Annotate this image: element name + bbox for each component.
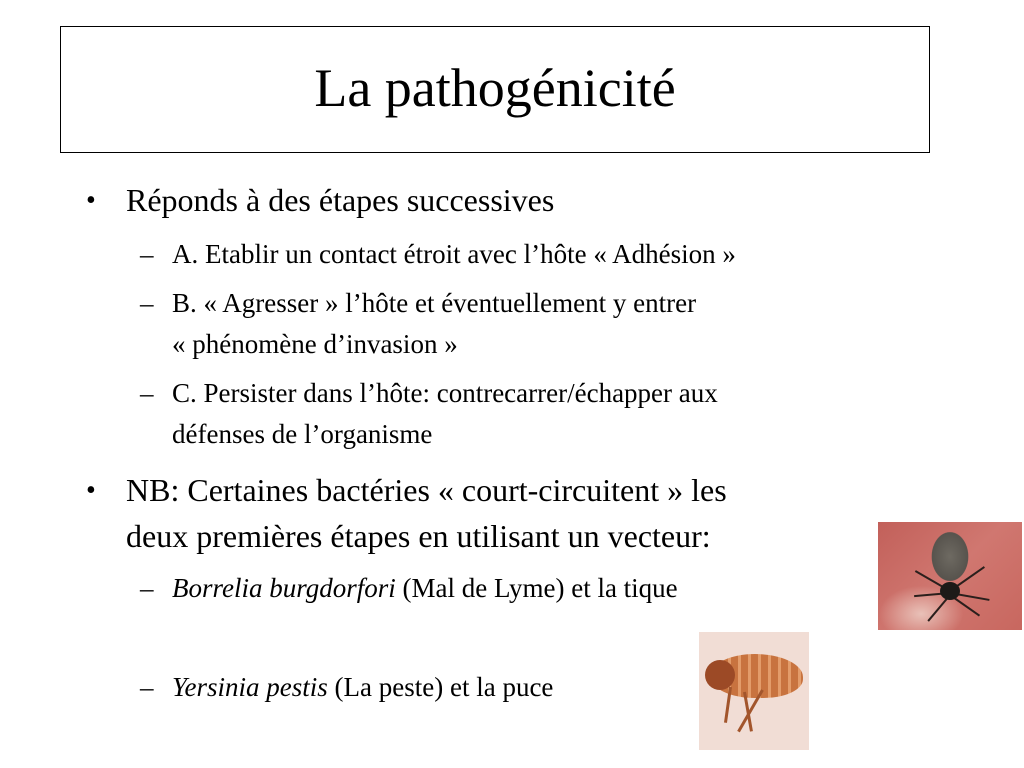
sub-item-borrelia	[172, 573, 678, 604]
slide-title: La pathogénicité	[314, 57, 676, 118]
dash-icon: –	[140, 573, 154, 603]
bullet-1-text: Réponds à des étapes successives	[126, 182, 555, 218]
yersinia-description: (La peste) et la puce	[327, 672, 554, 702]
flea-head	[705, 660, 735, 690]
title-box	[60, 26, 930, 153]
bullet-2-line-1: NB: Certaines bactéries « court-circuitent » les	[126, 472, 727, 508]
dash-icon: –	[140, 288, 154, 318]
sub-item-c-line-1: C. Persister dans l’hôte: contrecarrer/échapper aux	[172, 378, 718, 408]
species-name-yersinia: Yersinia pestis	[172, 672, 328, 702]
sub-item-b-line-2: « phénomène d’invasion »	[172, 329, 458, 359]
flea-photo	[699, 632, 809, 750]
tick-head	[940, 582, 960, 600]
bullet-2-line-2: deux premières étapes en utilisant un vecteur:	[126, 518, 711, 554]
species-name-borrelia: Borrelia burgdorfori	[172, 573, 396, 603]
tick-photo	[878, 522, 1022, 630]
sub-item-a: A. Etablir un contact étroit avec l’hôte « Adhésion »	[172, 239, 736, 269]
dash-icon: –	[140, 239, 154, 269]
sub-item-b-line-1: B. « Agresser » l’hôte et éventuellement y entrer	[172, 288, 697, 318]
dash-icon: –	[140, 378, 154, 408]
dash-icon: –	[140, 672, 154, 702]
sub-item-c-line-2: défenses de l’organisme	[172, 419, 433, 449]
bullet-icon: •	[86, 475, 96, 506]
bullet-icon: •	[86, 185, 96, 216]
borrelia-description: (Mal de Lyme) et la tique	[395, 573, 678, 603]
sub-item-yersinia	[172, 672, 553, 703]
